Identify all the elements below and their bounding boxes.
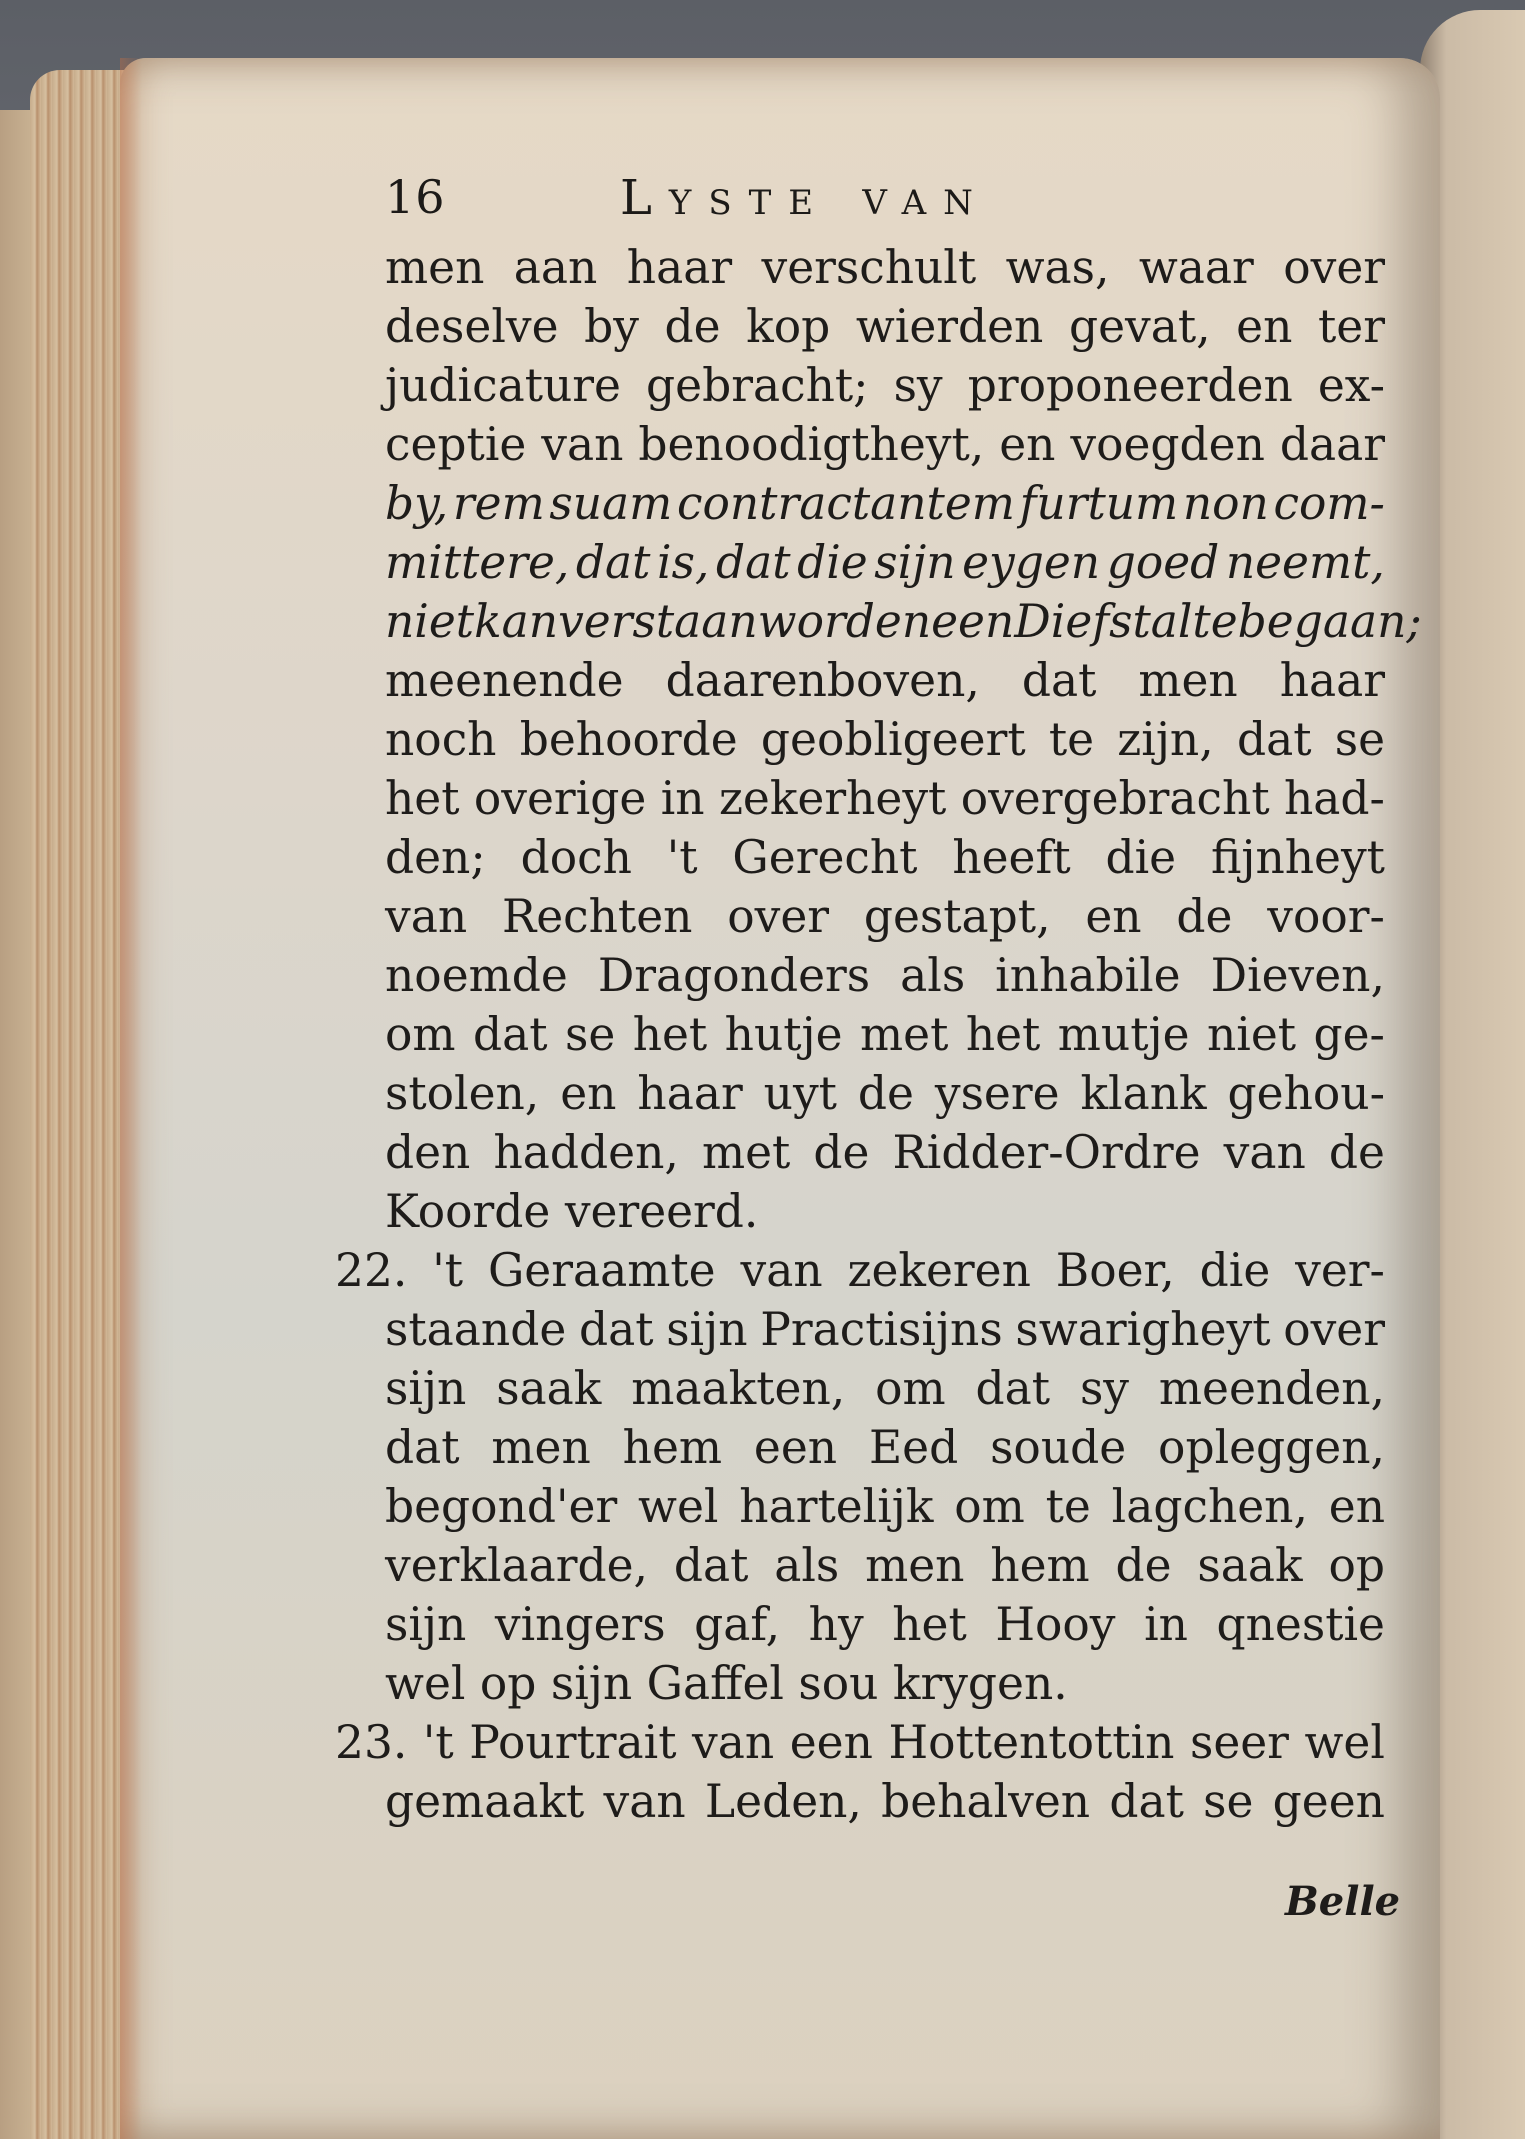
word: zekeren	[847, 1244, 1031, 1297]
word: hy	[808, 1598, 864, 1651]
word: daar	[1279, 418, 1385, 471]
word: noemde	[385, 949, 568, 1002]
word: haar	[626, 241, 733, 294]
word: proponeerden	[967, 359, 1293, 412]
word: fijnheyt	[1210, 831, 1385, 884]
word: daarenboven,	[665, 654, 980, 707]
page-header	[385, 170, 1145, 240]
word: Pourtrait	[469, 1716, 677, 1769]
text-line	[385, 592, 1422, 651]
text-block	[335, 238, 1422, 1831]
word: Dieven,	[1210, 949, 1385, 1002]
word: dat	[472, 1008, 548, 1061]
word: by	[584, 300, 639, 353]
word: uyt	[763, 1067, 837, 1120]
word: sy	[1079, 1362, 1129, 1415]
word: saak	[496, 1362, 602, 1415]
word: die	[797, 536, 868, 589]
word: te	[1192, 595, 1238, 648]
word: het	[892, 1598, 967, 1651]
text-line	[385, 1536, 1385, 1595]
word: ge-	[1313, 1008, 1385, 1061]
word: men	[1138, 654, 1238, 707]
word: die	[1199, 1244, 1271, 1297]
word: neemt,	[1225, 536, 1385, 589]
word: over	[1283, 1303, 1385, 1356]
word: benoodigtheyt,	[638, 418, 985, 471]
word: gevat,	[1068, 300, 1211, 353]
text-line	[385, 1418, 1385, 1477]
word: van	[740, 1244, 823, 1297]
word: gestapt,	[863, 890, 1051, 943]
word: sijn	[385, 1598, 467, 1651]
word: 23.	[335, 1716, 408, 1769]
text-line	[385, 710, 1385, 769]
text-line	[385, 1005, 1385, 1064]
word: Gerecht	[732, 831, 918, 884]
word: te	[1048, 713, 1095, 766]
word: en	[560, 1067, 617, 1120]
text-line	[385, 356, 1385, 415]
text-line	[385, 297, 1385, 356]
word: van	[603, 1775, 686, 1828]
word: Dragonders	[597, 949, 871, 1002]
word: een	[931, 595, 1015, 648]
word: stolen,	[385, 1067, 540, 1120]
word: waar	[1138, 241, 1254, 294]
word: in	[660, 772, 705, 825]
word: geen	[1272, 1775, 1385, 1828]
word: inhabile	[995, 949, 1181, 1002]
text-line	[385, 828, 1385, 887]
word: behalven	[881, 1775, 1091, 1828]
word: het	[385, 772, 460, 825]
entry-22-line	[335, 1241, 1385, 1300]
word: hadden,	[493, 1126, 679, 1179]
word: den	[385, 1126, 471, 1179]
word: om	[954, 1480, 1025, 1533]
word: een	[753, 1421, 838, 1474]
word: mutje	[1057, 1008, 1190, 1061]
word: van	[692, 1716, 775, 1769]
word: verklaarde,	[385, 1539, 649, 1592]
word: het	[965, 1008, 1041, 1061]
word: meenden,	[1158, 1362, 1385, 1415]
text-line	[385, 887, 1385, 946]
text-line: wel op sijn Gaffel sou krygen.	[385, 1657, 1068, 1710]
word: te	[1045, 1480, 1091, 1533]
word: dat	[578, 1303, 654, 1356]
word: saak	[1197, 1539, 1303, 1592]
word: zekerheyt	[718, 772, 947, 825]
word: verstaan	[558, 595, 758, 648]
word: en	[1236, 300, 1293, 353]
word: qnestie	[1216, 1598, 1385, 1651]
word: van	[385, 890, 468, 943]
word: de	[857, 1067, 914, 1120]
word: de	[664, 300, 721, 353]
word: men	[385, 241, 485, 294]
word: het	[632, 1008, 708, 1061]
word: wierden	[855, 300, 1044, 353]
word: Rechten	[501, 890, 693, 943]
word: mittere,	[385, 536, 570, 589]
word: 't	[422, 1716, 454, 1769]
word: een	[789, 1716, 873, 1769]
word: op	[1328, 1539, 1385, 1592]
word: behoorde	[519, 713, 738, 766]
word: de	[1328, 1126, 1385, 1179]
word: die	[1105, 831, 1177, 884]
word: se	[1334, 713, 1385, 766]
text-line: Koorde vereerd.	[385, 1185, 759, 1238]
word: ter	[1317, 300, 1385, 353]
page-number: 16	[385, 170, 446, 224]
word: Hooy	[995, 1598, 1116, 1651]
word: goed	[1106, 536, 1220, 589]
text-line	[385, 1064, 1385, 1123]
word: over	[1283, 241, 1385, 294]
word: ysere	[934, 1067, 1060, 1120]
word: van	[1223, 1126, 1306, 1179]
word: zijn,	[1117, 713, 1214, 766]
word: dat	[1021, 654, 1097, 707]
word: en	[999, 418, 1056, 471]
word: had-	[1284, 772, 1385, 825]
catchword: Belle	[1285, 1878, 1401, 1925]
word: over	[727, 890, 830, 943]
word: contractantem	[677, 477, 1015, 530]
text-line	[385, 1772, 1385, 1831]
word: wel	[638, 1480, 719, 1533]
word: dat	[1109, 1775, 1184, 1828]
word: overige	[473, 772, 647, 825]
word: sy	[893, 359, 943, 412]
word: deselve	[385, 300, 559, 353]
running-title: Lyste van	[620, 170, 990, 226]
word: ver-	[1295, 1244, 1385, 1297]
word: dat	[575, 536, 651, 589]
word: kan	[474, 595, 559, 648]
text-line	[385, 1477, 1385, 1536]
word: haar	[1279, 654, 1385, 707]
word: de	[1115, 1539, 1172, 1592]
word: sijn	[385, 1362, 467, 1415]
word: niet	[1206, 1008, 1297, 1061]
word: geobligeert	[760, 713, 1026, 766]
word: doch	[520, 831, 632, 884]
word: dat	[673, 1539, 749, 1592]
word: heeft	[952, 831, 1071, 884]
word: den;	[385, 831, 486, 884]
word: Leden,	[704, 1775, 862, 1828]
word: men	[491, 1421, 591, 1474]
entry-23-line	[335, 1713, 1385, 1772]
word: non	[1182, 477, 1269, 530]
word: swarigheyt	[1015, 1303, 1271, 1356]
word: seer	[1189, 1716, 1289, 1769]
word: kop	[746, 300, 831, 353]
word: voor-	[1267, 890, 1385, 943]
word: worden	[757, 595, 932, 648]
word: begond'er	[385, 1480, 618, 1533]
word: met	[860, 1008, 949, 1061]
word: staande	[385, 1303, 567, 1356]
word: dat	[385, 1421, 460, 1474]
text-line	[385, 415, 1385, 474]
word: Eed	[868, 1421, 959, 1474]
text-line	[385, 1359, 1385, 1418]
word: judicature	[385, 359, 621, 412]
text-line	[385, 651, 1385, 710]
word: eygen	[962, 536, 1101, 589]
word: klank	[1080, 1067, 1207, 1120]
word: is,	[657, 536, 710, 589]
word: maakten,	[631, 1362, 846, 1415]
word: met	[701, 1126, 791, 1179]
word: om	[385, 1008, 456, 1061]
word: ex-	[1317, 359, 1385, 412]
word: hartelijk	[739, 1480, 934, 1533]
word: was,	[1005, 241, 1110, 294]
word: en	[1085, 890, 1142, 943]
word: overgebracht	[960, 772, 1270, 825]
word: se	[564, 1008, 616, 1061]
word: sijn	[874, 536, 956, 589]
word: hem	[622, 1421, 723, 1474]
word: en	[1328, 1480, 1385, 1533]
word: ceptie	[385, 418, 527, 471]
word: gaf,	[694, 1598, 781, 1651]
word: lagchen,	[1111, 1480, 1308, 1533]
word: dat	[975, 1362, 1051, 1415]
word: sijn	[666, 1303, 748, 1356]
word: se	[1203, 1775, 1254, 1828]
word: niet	[385, 595, 475, 648]
word: noch	[385, 713, 497, 766]
word: soude	[990, 1421, 1127, 1474]
word: hem	[990, 1539, 1090, 1592]
text-line	[385, 946, 1385, 1005]
word: in	[1144, 1598, 1188, 1651]
word: om	[875, 1362, 946, 1415]
text-line	[385, 1595, 1385, 1654]
word: 't	[432, 1244, 464, 1297]
word: dat	[715, 536, 791, 589]
text-line	[385, 533, 1385, 592]
word: furtum	[1019, 477, 1179, 530]
word: Ridder-Ordre	[892, 1126, 1201, 1179]
word: men	[865, 1539, 965, 1592]
word: haar	[637, 1067, 743, 1120]
text-line	[385, 1300, 1385, 1359]
word: de	[1176, 890, 1233, 943]
word: Hottentottin	[888, 1716, 1175, 1769]
word: dat	[1236, 713, 1312, 766]
word: gehou-	[1227, 1067, 1385, 1120]
word: rem	[452, 477, 545, 530]
word: voegden	[1070, 418, 1265, 471]
word: aan	[513, 241, 598, 294]
word: van	[541, 418, 624, 471]
word: by,	[385, 477, 449, 530]
word: als	[900, 949, 966, 1002]
word: meenende	[385, 654, 624, 707]
word: vingers	[494, 1598, 666, 1651]
text-line	[385, 769, 1385, 828]
word: opleggen,	[1158, 1421, 1385, 1474]
word: de	[813, 1126, 870, 1179]
word: als	[774, 1539, 840, 1592]
word: Diefstal	[1014, 595, 1193, 648]
word: Practisijns	[760, 1303, 1003, 1356]
word: 22.	[335, 1244, 408, 1297]
word: begaan;	[1237, 595, 1422, 648]
word: wel	[1304, 1716, 1385, 1769]
word: Boer,	[1055, 1244, 1175, 1297]
word: gebracht;	[646, 359, 869, 412]
word: 't	[666, 831, 698, 884]
text-line	[385, 238, 1385, 297]
word: verschult	[761, 241, 977, 294]
word: com-	[1273, 477, 1385, 530]
word: hutje	[724, 1008, 843, 1061]
word: Geraamte	[487, 1244, 716, 1297]
word: gemaakt	[385, 1775, 585, 1828]
text-line	[385, 474, 1385, 533]
word: suam	[549, 477, 673, 530]
text-line	[385, 1123, 1385, 1182]
